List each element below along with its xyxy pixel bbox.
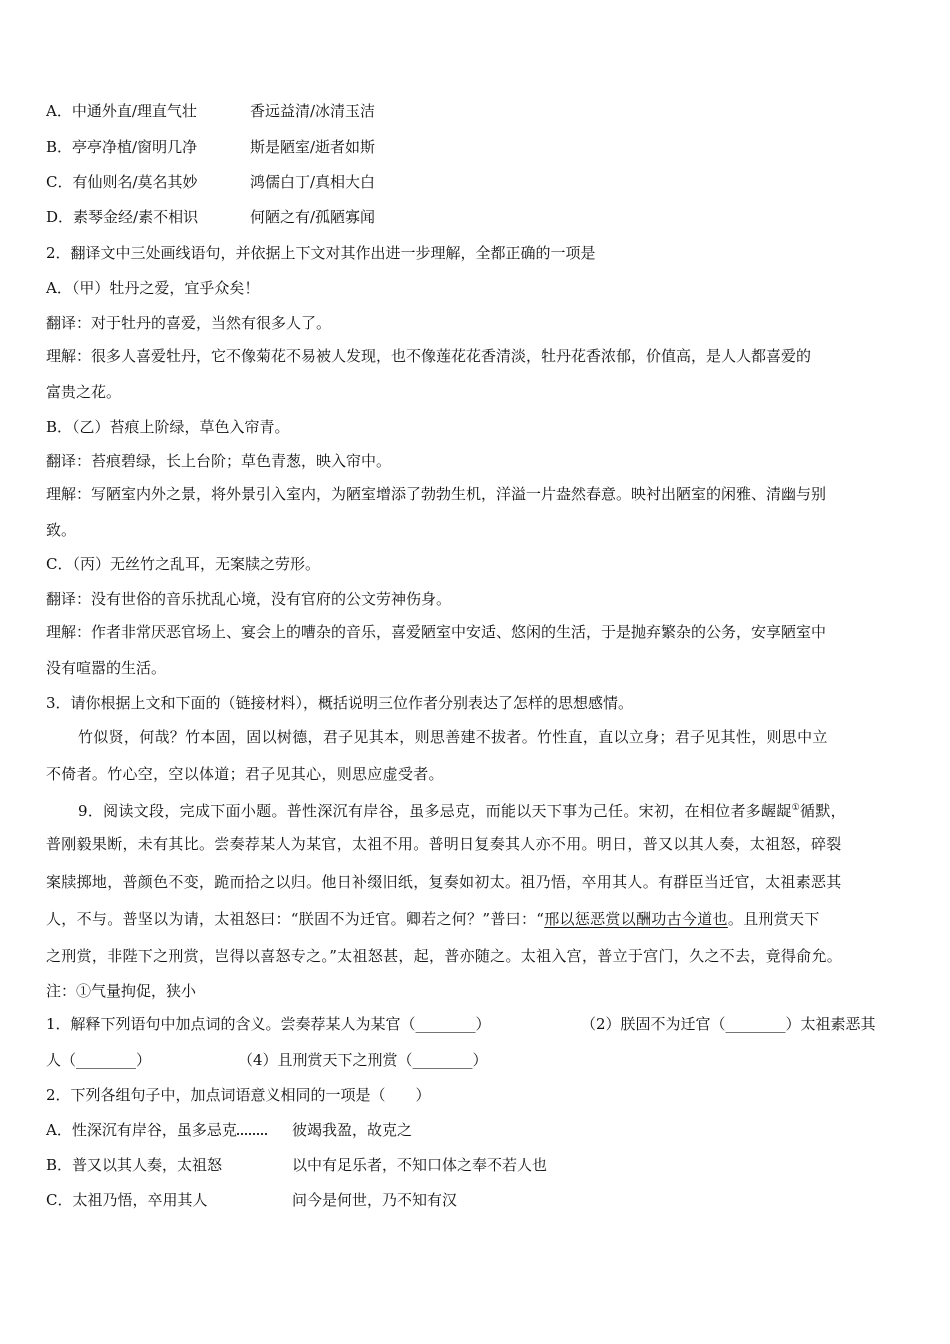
sub1-line-2 — [46, 1050, 488, 1070]
q9-passage-text-end: 循默， — [800, 802, 846, 820]
option-left: 中通外直/理直气壮 — [71, 102, 197, 120]
q9-note: 注：①气量拘促，狭小 — [46, 982, 197, 1000]
option-left: 有仙则名/莫名其妙 — [72, 173, 198, 191]
q9-passage-line-3: 案牍掷地，普颜色不变，跪而拾之以归。他日补缀旧纸，复奏如初太。祖乃悟，卒用其人。有群臣当迁官，太祖素恶其 — [46, 873, 842, 891]
q9-passage-text: 人，不与。普坚以为请，太祖怒曰：“朕固不为迁官。卿若之何？”普曰：“ — [46, 910, 545, 928]
q9-passage-line-5: 之刑赏，非陛下之刑赏，岂得以喜怒专之。”太祖怒甚，起，普亦随之。太祖入宫，普立于宫门，久之不去，竟得俞允。 — [46, 947, 843, 965]
q9-passage-text: 9．阅读文段，完成下面小题。普性深沉有岸谷，虽多忌克，而能以天下事为己任。宋初，在相位者多龌龊 — [78, 802, 792, 820]
option-left: C．太祖乃悟，卒用其人 — [46, 1191, 208, 1209]
q2-c-title: C．（丙）无丝竹之乱耳，无案牍之劳形。 — [46, 555, 320, 573]
q9-passage-text-end: 。且刑赏天下 — [727, 910, 820, 928]
emphasis-dots — [237, 1121, 267, 1135]
option-right: 彼竭我盈，故克之 — [292, 1121, 413, 1139]
option-left: B．普又以其人奏，太祖怒 — [46, 1156, 223, 1174]
q2-a-understanding-2: 富贵之花。 — [46, 383, 122, 401]
option-right: 问今是何世，乃不知有汉 — [292, 1191, 458, 1209]
q2-c-translation: 翻译：没有世俗的音乐扰乱心境，没有官府的公文劳神伤身。 — [46, 590, 452, 608]
q2-b-title: B．（乙）苔痕上阶绿，草色入帘青。 — [46, 418, 290, 436]
option-right: 鸿儒白丁/真相大白 — [250, 173, 376, 191]
q2-stem: 2．翻译文中三处画线语句，并依据上下文对其作出进一步理解，全都正确的一项是 — [46, 244, 596, 262]
q2-a-title: A．（甲）牡丹之爱，宜乎众矣！ — [46, 279, 260, 297]
sub1-item-4: （4）且刑赏天下之刑赏（________） — [238, 1051, 488, 1069]
q1-option-d — [46, 207, 376, 227]
q9-passage-line-2: 普刚毅果断，未有其比。尝奏荐某人为某官，太祖不用。普明日复奏其人亦不用。明日，普又以其人奏，太祖怒，碎裂 — [46, 835, 842, 853]
q2-a-understanding-1: 理解：很多人喜爱牡丹，它不像菊花不易被人发现，也不像莲花花香清淡，牡丹花香浓郁，价值高，是人人都喜爱的 — [46, 347, 812, 365]
option-label: C． — [46, 173, 73, 191]
q9-passage-line-1 — [78, 798, 846, 821]
q9-passage-line-4 — [46, 909, 820, 929]
q2-c-understanding-1: 理解：作者非常厌恶官场上、宴会上的嘈杂的音乐，喜爱陋室中安适、悠闲的生活，于是抛弃繁杂的公务，安享陋室中 — [46, 623, 827, 641]
q1-option-c — [46, 172, 376, 192]
q1-option-b — [46, 137, 376, 157]
sub1-item-1: 1．解释下列语句中加点词的含义。尝奏荐某人为某官（________） — [46, 1015, 491, 1033]
option-label: D． — [46, 208, 74, 226]
option-left: 素琴金经/素不相识 — [73, 208, 199, 226]
option-right: 香远益清/冰清玉洁 — [250, 102, 376, 120]
q3-link-material-2: 不倚者。竹心空，空以体道；君子见其心，则思应虚受者。 — [46, 765, 444, 783]
q2-b-translation: 翻译：苔痕碧绿，长上台阶；草色青葱，映入帘中。 — [46, 452, 392, 470]
sub1-item-3: 人（________） — [46, 1051, 152, 1069]
q2-b-understanding-1: 理解：写陋室内外之景，将外景引入室内，为陋室增添了勃勃生机，洋溢一片盎然春意。映衬出陋室的闲雅、清幽与别 — [46, 485, 827, 503]
q2-c-understanding-2: 没有喧嚣的生活。 — [46, 659, 167, 677]
option-right: 何陋之有/孤陋寡闻 — [250, 208, 376, 226]
option-label: B． — [46, 138, 73, 156]
option-right: 斯是陋室/逝者如斯 — [250, 138, 376, 156]
underlined-sentence: 邢以惩恶赏以酬功古今道也 — [544, 910, 728, 928]
sub2-option-c — [46, 1190, 458, 1210]
q1-option-a — [46, 101, 376, 121]
sub1-item-2: （2）朕固不为迁官（________）太祖素恶其 — [581, 1015, 876, 1033]
sub2-option-a — [46, 1120, 413, 1140]
sub2-stem: 2．下列各组句子中，加点词语意义相同的一项是（ ） — [46, 1086, 431, 1104]
option-right: 以中有足乐者，不知口体之奉不若人也 — [292, 1156, 548, 1174]
option-left: 亭亭净植/窗明几净 — [72, 138, 198, 156]
footnote-marker: ① — [791, 803, 801, 813]
q2-a-translation: 翻译：对于牡丹的喜爱，当然有很多人了。 — [46, 314, 332, 332]
option-left: A．性深沉有岸谷，虽多忌克 — [46, 1121, 237, 1139]
sub1-line-1 — [46, 1014, 876, 1034]
option-label: A． — [46, 102, 72, 120]
q3-link-material-1: 竹似贤，何哉？竹本固，固以树德，君子见其本，则思善建不拔者。竹性直，直以立身；君子见其性，则思中立 — [78, 728, 828, 746]
q2-b-understanding-2: 致。 — [46, 521, 77, 539]
q3-stem: 3．请你根据上文和下面的（链接材料），概括说明三位作者分别表达了怎样的思想感情。 — [46, 694, 634, 712]
sub2-option-b — [46, 1155, 548, 1175]
